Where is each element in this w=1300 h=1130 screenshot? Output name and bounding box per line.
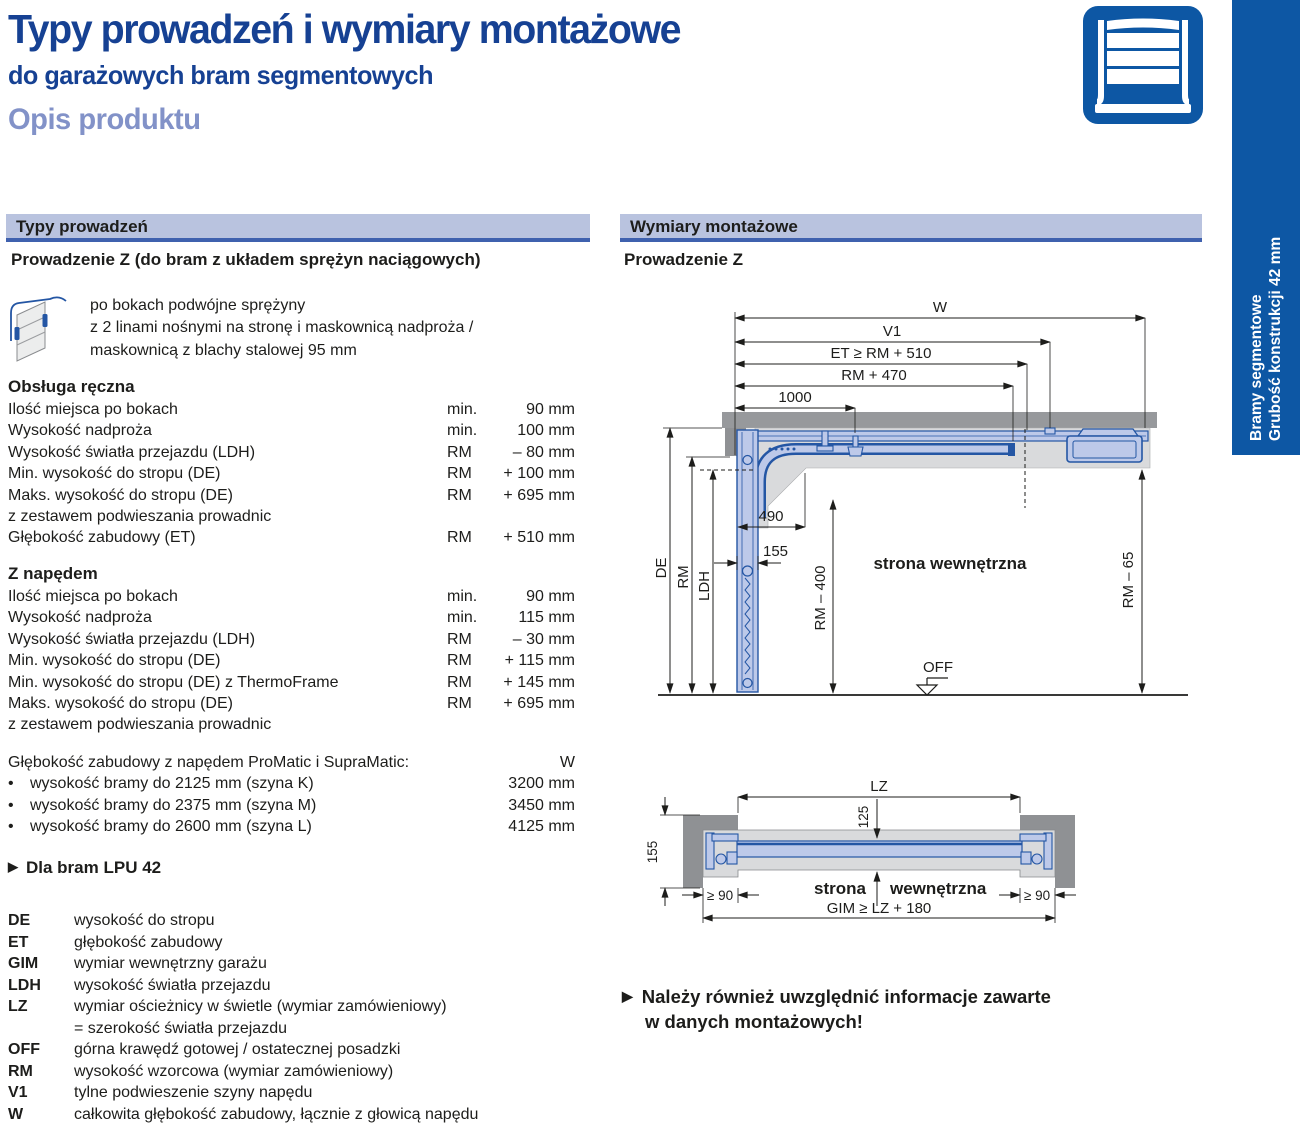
manual-table-title: Obsługa ręczna — [8, 377, 135, 396]
list-item: • wysokość bramy do 2600 mm (szyna L) 4125 mm — [8, 816, 575, 837]
dim-rm65-label: RM – 65 — [1120, 551, 1137, 609]
legend-row: LZ wymiar ościeżnicy w świetle (wymiar zamówieniowy) — [8, 998, 447, 1015]
dim-155-top-label: 155 — [763, 543, 789, 560]
list-item: • wysokość bramy do 2125 mm (szyna K) 3200 mm — [8, 773, 575, 794]
track-type-z-icon-graphic — [8, 291, 72, 367]
dim-w-label: W — [932, 299, 948, 316]
left-section-bar-label: Typy prowadzeń — [16, 217, 148, 236]
installation-drawings-svg — [615, 280, 1215, 940]
powered-table-title: Z napędem — [8, 564, 98, 583]
intro-line2: z 2 linami nośnymi na stronę i maskownicą nadproża / — [90, 319, 474, 337]
drive-depth-header: Głębokość zabudowy z napędem ProMatic i SupraMatic: W — [8, 754, 575, 771]
bullet-icon: • — [8, 775, 14, 793]
roller — [743, 456, 752, 465]
note — [622, 984, 1051, 1034]
left-section-bar — [6, 214, 590, 242]
note-line2: w danych montażowych! — [645, 1011, 863, 1032]
note-line1: ▶ Należy również uwzględnić informacje zawarte — [622, 986, 1051, 1007]
dim-1000-label: 1000 — [778, 389, 812, 406]
inner-side-label: strona wewnętrzna — [873, 554, 1027, 573]
door-leaf — [737, 430, 758, 692]
section-title: Opis produktu — [8, 103, 201, 136]
legend-row: RM wysokość wzorcowa (wymiar zamówieniowy) — [8, 1062, 394, 1080]
right-subheading: Prowadzenie Z — [624, 250, 744, 269]
page-title: Typy prowadzeń i wymiary montażowe — [8, 6, 681, 52]
manual-table — [8, 399, 575, 549]
legend-row: ET głębokość zabudowy — [8, 933, 223, 951]
left-dimension-lines — [663, 428, 730, 693]
dim-v1-label: V1 — [882, 323, 902, 340]
table-row: Maks. wysokość do stropu (DE) RM + 695 mm — [8, 486, 575, 504]
table-row: Wysokość światła przejazdu (LDH) RM – 30 mm — [8, 630, 575, 648]
side-section-drawing — [653, 299, 1188, 695]
inner-side-left-label: strona — [814, 879, 866, 898]
table-row: Głębokość zabudowy (ET) RM + 510 mm — [8, 529, 575, 547]
rail-end-cap — [1008, 443, 1015, 456]
legend-row: GIM wymiar wewnętrzny garażu — [8, 955, 267, 972]
sectional-door-icon-graphic — [1083, 6, 1203, 124]
track-type-z-icon — [8, 291, 72, 367]
page-subtitle: do garażowych bram segmentowych — [8, 60, 434, 90]
floor-level-icon — [917, 678, 948, 695]
dim-90-right-label: ≥ 90 — [1023, 888, 1051, 903]
legend-row: OFF górna krawędź gotowej / ostatecznej posadzki — [8, 1041, 401, 1058]
side-tab-line1: Bramy segmentowe — [1248, 294, 1265, 441]
table-row: z zestawem podwieszania prowadnic — [8, 716, 272, 734]
bullet-icon: • — [8, 796, 14, 814]
dim-rm470-label: RM + 470 — [841, 367, 907, 384]
legend-row: W całkowita głębokość zabudowy, łącznie z głowicą napędu — [8, 1105, 479, 1123]
installation-drawings — [615, 280, 1215, 940]
dim-490-label: 490 — [758, 508, 784, 525]
triangle-bullet-icon: ▶ — [8, 859, 18, 874]
dim-gim-label: GIM ≥ LZ + 180 — [826, 900, 932, 917]
off-label: OFF — [923, 659, 953, 676]
dim-155-bottom-label: 155 — [645, 840, 660, 864]
side-tab-text — [1247, 1, 1285, 447]
dim-ldh-label: LDH — [696, 570, 713, 602]
table-row: Wysokość nadproża min. 100 mm — [8, 422, 575, 440]
roller — [743, 679, 752, 688]
dim-125-label: 125 — [856, 805, 871, 829]
powered-table — [8, 586, 575, 736]
sectional-door-icon — [1083, 6, 1203, 124]
roller — [743, 566, 753, 576]
triangle-bullet-icon: ▶ — [622, 988, 633, 1004]
legend-row: V1 tylne podwieszenie szyny napędu — [8, 1084, 313, 1101]
table-row: Min. wysokość do stropu (DE) RM + 100 mm — [8, 465, 575, 483]
table-row: Maks. wysokość do stropu (DE) RM + 695 mm — [8, 695, 575, 713]
right-section-bar-label: Wymiary montażowe — [630, 217, 798, 236]
table-row: Ilość miejsca po bokach min. 90 mm — [8, 401, 575, 418]
ceiling-slab — [722, 412, 1157, 428]
dim-de-label: DE — [653, 557, 670, 579]
v1-suspension-clip — [1045, 428, 1055, 434]
intro-line1: po bokach podwójne sprężyny — [90, 297, 306, 314]
legend-row: LDH wysokość światła przejazdu — [8, 976, 271, 994]
table-row: Wysokość nadproża min. 115 mm — [8, 609, 575, 627]
dim-rm400-label: RM – 400 — [812, 565, 829, 631]
table-row: z zestawem podwieszania prowadnic — [8, 508, 272, 526]
for-doors-heading: ▶ Dla bram LPU 42 — [8, 858, 162, 877]
legend — [8, 910, 588, 1125]
left-subheading: Prowadzenie Z (do bram z układem sprężyn naciągowych) — [11, 250, 481, 269]
dim-lz-lines — [738, 797, 1020, 813]
table-row: Wysokość światła przejazdu (LDH) RM – 80 mm — [8, 443, 575, 461]
inner-side-right-label: wewnętrzna — [890, 879, 987, 898]
intro-line3: maskownicą z blachy stalowej 95 mm — [90, 341, 357, 359]
list-item: • wysokość bramy do 2375 mm (szyna M) 3450 mm — [8, 795, 575, 816]
dim-et-label: ET ≥ RM + 510 — [830, 345, 932, 362]
intro-text — [90, 295, 473, 362]
right-section-bar — [620, 214, 1202, 242]
table-row: Min. wysokość do stropu (DE) z ThermoFrame RM + 145 mm — [8, 673, 575, 691]
side-tab-line2: Grubość konstrukcji 42 mm — [1267, 236, 1284, 441]
table-row: Min. wysokość do stropu (DE) RM + 115 mm — [8, 652, 575, 670]
dim-lz-label: LZ — [870, 778, 888, 795]
legend-row: DE wysokość do stropu — [8, 912, 215, 929]
dim-rm-label: RM — [675, 565, 692, 589]
table-row: Ilość miejsca po bokach min. 90 mm — [8, 588, 575, 605]
plan-section-drawing — [645, 778, 1076, 923]
bullet-icon: • — [8, 818, 14, 836]
drive-depth-block — [8, 752, 575, 838]
dim-90-left-label: ≥ 90 — [706, 888, 734, 903]
legend-row: = szerokość światła przejazdu — [74, 1019, 287, 1037]
